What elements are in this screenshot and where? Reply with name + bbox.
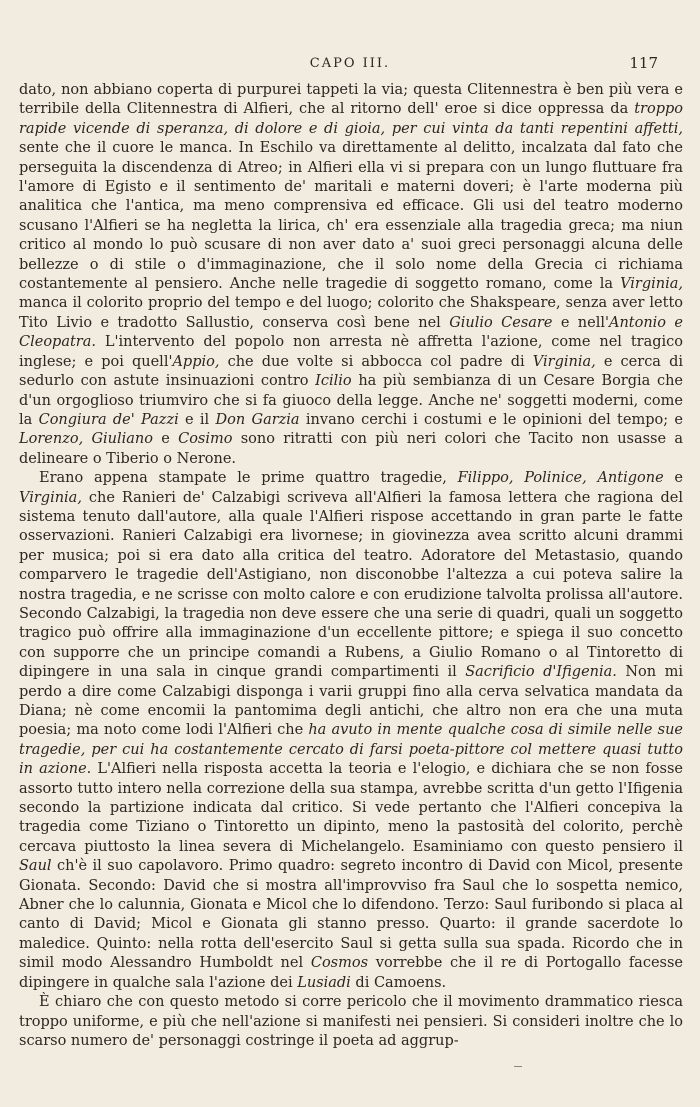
- italic-run: Antonio e Cleopatra.: [19, 314, 684, 351]
- text-run: dato, non abbiano coperta di purpurei tappeti la via; questa Clitennestra è ben più vera e terribile della Clitennestra di Alfieri, che al ritorno dell' eroe si dice oppressa da: [19, 82, 683, 118]
- text-run: Non mi perdo a dire come Calzabigi disponga i varii gruppi fino alla cerva selvatica mandata da Diana; nè come encomii la pantomima degli antichi, che altro non era che una muta poesia; ma noto come lodi l'Alfieri che: [19, 664, 683, 739]
- text-run: di Camoens.: [350, 974, 447, 991]
- page-number: 117: [629, 54, 658, 72]
- text-run: e il: [178, 411, 216, 428]
- text-run: L'intervento del popolo non arresta nè affretta l'azione, come nel tragico inglese; e poi quell': [19, 334, 683, 370]
- text-run: Erano appena stampate le prime quattro tragedie,: [39, 470, 458, 487]
- text-run: vorrebbe che il re di Portogallo facesse dipingere in qualche sala l'azione dei: [19, 955, 683, 991]
- italic-run: troppo rapide vicende di speranza, di dolore e di gioia, per cui vinta da tanti repentini affetti,: [19, 101, 683, 137]
- text-run: sono ritratti con più neri colori che Tacito non usasse a delineare o Tiberio o Nerone.: [19, 431, 683, 467]
- text-run: e nell': [552, 314, 609, 331]
- italic-run: Virginia,: [620, 276, 683, 293]
- italic-run: ha avuto in mente qualche cosa di simile nelle sue tragedie, per cui ha costantemente cercato di farsi poeta-pittore col mettere quasi tutto in azione.: [19, 722, 684, 778]
- italic-run: Virginia,: [532, 353, 596, 370]
- italic-run: Sacrificio d'Ifigenia.: [465, 664, 617, 681]
- paragraph: [19, 81, 683, 469]
- italic-run: Cosimo: [178, 431, 233, 448]
- text-run: invano cerchi i costumi e le opinioni del tempo; e: [299, 411, 684, 428]
- italic-run: Appio,: [172, 353, 220, 370]
- italic-run: Filippo, Polinice, Antigone: [457, 470, 664, 487]
- chapter-title: CAPO III.: [309, 56, 391, 71]
- body-text: [19, 81, 683, 1051]
- text-run: ch'è il suo capolavoro. Primo quadro: segreto incontro di David con Micol, presente Gionata. Secondo: David che si mostra all'improvviso fra Saul che lo sospetta nemico, Abner che lo calunnia, Gionata e Micol che lo difendono. Terzo: Saul furibondo si placa al canto di David; Micol e Gionata gli stanno presso. Quarto: il grande sacerdote lo maledice. Quinto: nella rotta dell'esercito Saul si getta sulla sua spada. Ricordo che in simil modo Alessandro Humboldt nel: [19, 858, 683, 972]
- italic-run: Lorenzo, Giuliano: [19, 431, 153, 448]
- text-run: e: [153, 431, 179, 448]
- italic-run: Saul: [19, 858, 52, 875]
- italic-run: Icilio: [315, 373, 352, 390]
- text-run: e: [663, 470, 683, 487]
- text-run: manca il colorito proprio del tempo e del luogo; colorito che Shakspeare, senza aver letto Tito Livio e tradotto Sallustio, conserva così bene nel: [19, 295, 683, 331]
- text-run: e cerca di sedurlo con astute insinuazioni contro: [19, 353, 683, 390]
- running-head: [0, 48, 700, 72]
- italic-run: Congiura de' Pazzi: [38, 411, 179, 428]
- italic-run: Cosmos: [310, 955, 369, 972]
- text-run: che due volte si abbocca col padre di: [219, 353, 533, 370]
- text-run: sente che il cuore le manca. In Eschilo va direttamente al delitto, incalzata dal fato che perseguita la discendenza di Atreo; in Alfieri ella vi si prepara con un lungo fluttuare fra l'amore di Egisto e il sentimento de' maritali e materni doveri; è l'arte moderna più analitica che l'antica, ma meno comprensiva ed efficace. Gli usi del teatro moderno scusano l'Alfieri se ha negletta la lirica, ch' era essenziale alla tragedia greca; ma niun critico al mondo lo può scusare di non aver dato a' suoi greci personaggi alcuna delle bellezze o di stile o d'immaginazione, che il solo nome della Grecia ci richiama costantemente al pensiero. Anche nelle tragedie di soggetto romano, come la: [19, 140, 683, 293]
- italic-run: Lusiadi: [297, 974, 351, 991]
- text-run: L'Alfieri nella risposta accetta la teoria e l'elogio, e dichiara che se non fosse assorto tutto intero nella correzione della sua stampa, avrebbe scritta d'un getto l'Ifigenia secondo la partizione indicata dal critico. Si vede pertanto che l'Alfieri concepiva la tragedia come Tiziano o Tintoretto un dipinto, meno la pastosità del colorito, perchè cercava piuttosto la linea severa di Michelangelo. Esaminiamo con questo pensiero il: [19, 761, 683, 855]
- italic-run: Giulio Cesare: [449, 314, 553, 331]
- italic-run: Don Garzia: [215, 411, 300, 428]
- italic-run: Virginia,: [19, 489, 82, 506]
- text-run: È chiaro che con questo metodo si corre pericolo che il movimento drammatico riesca troppo uniforme, e più che nell'azione si manifesti nei pensieri. Si consideri inoltre che lo scarso numero de' personaggi costringe il poeta ad aggrup-: [19, 994, 683, 1049]
- paragraph: [19, 469, 683, 993]
- page-mark: [514, 1066, 522, 1067]
- text-run: che Ranieri de' Calzabigi scriveva all'Alfieri la famosa lettera che ragiona del sistema tenuto dall'autore, alla quale l'Alfieri rispose accettando in gran parte le fatte osservazioni. Ranieri Calzabigi era livornese; in giovinezza avea scritto alcuni drammi per musica; poi si era dato alla critica del teatro. Adoratore del Metastasio, quando comparvero le tragedie dell'Astigiano, non disconobbe l'altezza a cui poteva salire la nostra tragedia, e ne scrisse con molto calore e con erudizione talvolta prolissa all'autore. Secondo Calzabigi, la tragedia non deve essere che una serie di quadri, quali un soggetto tragico può offrire alla immaginazione d'un eccellente pittore; e spiega il suo concetto con supporre che un principe comandi a Rubens, a Giulio Romano o al Tintoretto di dipingere in una sala in cinque grandi compartimenti il: [19, 489, 683, 681]
- text-run: ha più sembianza di un Cesare Borgia che d'un orgoglioso triumviro che si fa giuoco della legge. Anche ne' soggetti moderni, come la: [19, 373, 683, 428]
- paragraph: [19, 993, 683, 1051]
